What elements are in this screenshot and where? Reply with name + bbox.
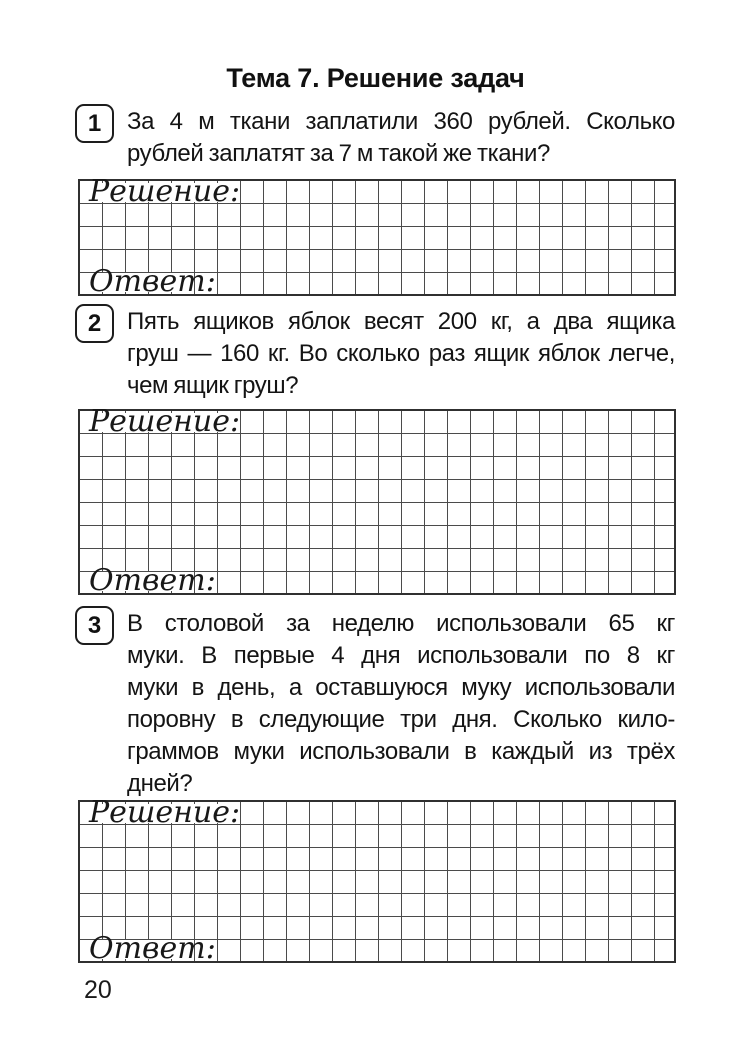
answer-label — [82, 931, 216, 966]
problem-2 — [75, 304, 675, 402]
problem-1-solution-grid — [78, 174, 676, 299]
problem-text-line: чем ящик груш? — [127, 372, 299, 399]
problem-2-solution-grid — [78, 404, 676, 598]
solution-label — [82, 404, 241, 439]
problem-1 — [75, 104, 675, 170]
problem-3-number-badge — [75, 606, 114, 645]
problem-text-line: граммов муки использовали в каждый из трёх — [127, 738, 675, 765]
problem-3-text — [127, 608, 675, 800]
problem-2-text — [127, 306, 675, 402]
answer-label-text: Ответ: — [89, 264, 216, 299]
solution-label-text: Решение: — [89, 795, 241, 830]
problem-text-line: дней? — [127, 770, 193, 797]
problem-text-line: В столовой за неделю использовали 65 кг — [127, 610, 675, 637]
solution-label-text: Решение: — [89, 174, 241, 209]
problem-text-line: Пять ящиков яблок весят 200 кг, а два ящика — [127, 308, 675, 335]
problem-text-line: муки в день, а оставшуюся муку использовали — [127, 674, 675, 701]
problem-text-line: груш — 160 кг. Во сколько раз ящик яблок легче, — [127, 340, 675, 367]
problem-1-text — [127, 106, 675, 170]
page-title: Тема 7. Решение задач — [226, 63, 525, 93]
page-number: 20 — [84, 976, 112, 1004]
answer-label — [82, 264, 216, 299]
problem-text-line: муки. В первые 4 дня использовали по 8 кг — [127, 642, 675, 669]
problem-text-line: За 4 м ткани заплатили 360 рублей. Сколько — [127, 108, 675, 135]
problem-text-line: поровну в следующие три дня. Сколько кило- — [127, 706, 675, 733]
solution-label — [82, 174, 241, 209]
problem-2-number: 2 — [87, 309, 102, 337]
solution-label — [82, 795, 241, 830]
problem-text-line: рублей заплатят за 7 м такой же ткани? — [127, 140, 550, 167]
problem-1-number-badge — [75, 104, 114, 143]
problem-3-solution-grid — [78, 795, 676, 966]
problem-3-number: 3 — [87, 611, 102, 639]
problem-2-number-badge — [75, 304, 114, 343]
answer-label-text: Ответ: — [89, 563, 216, 598]
problem-1-number: 1 — [87, 109, 102, 137]
answer-label — [82, 563, 216, 598]
solution-label-text: Решение: — [89, 404, 241, 439]
answer-label-text: Ответ: — [89, 931, 216, 966]
problem-3 — [75, 606, 675, 800]
